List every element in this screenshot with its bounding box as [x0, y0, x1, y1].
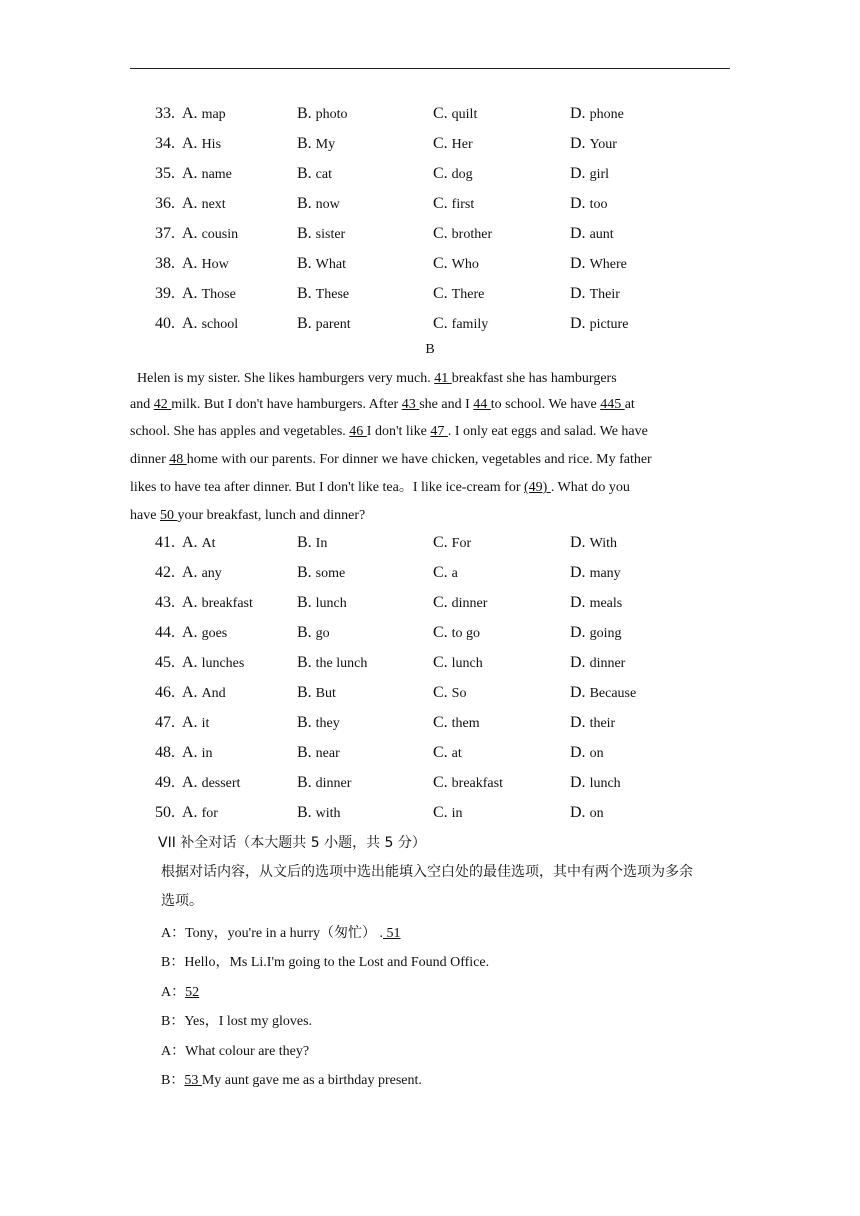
option-letter: B.: [297, 105, 312, 122]
option-text: near: [315, 746, 340, 761]
option-c: [433, 712, 480, 735]
option-letter: D.: [570, 225, 586, 242]
option-b: [297, 712, 340, 735]
option-b: [297, 223, 345, 246]
option-text: some: [315, 566, 346, 581]
option-c: [433, 622, 480, 645]
option-d: [570, 193, 607, 216]
option-text: for: [201, 806, 218, 821]
option-a: [182, 103, 226, 126]
option-text: at: [451, 746, 462, 761]
section7-instruction: 根据对话内容，从文后的选项中选出能填入空白处的最佳选项，其中有两个选项为多余: [161, 864, 693, 880]
option-text: the lunch: [315, 656, 368, 671]
option-text: on: [589, 806, 604, 821]
option-letter: B.: [297, 534, 312, 551]
option-letter: C.: [433, 315, 448, 332]
option-text: My: [315, 137, 336, 152]
option-text: in: [201, 746, 213, 761]
option-letter: B.: [297, 774, 312, 791]
option-letter: B.: [297, 195, 312, 212]
option-a: [182, 253, 229, 276]
option-letter: D.: [570, 684, 586, 701]
option-d: [570, 772, 621, 795]
option-text: quilt: [451, 107, 478, 122]
option-text: For: [451, 536, 472, 551]
option-letter: D.: [570, 285, 586, 302]
option-text: Their: [589, 287, 620, 302]
option-b: [297, 163, 332, 186]
option-letter: C.: [433, 165, 448, 182]
passage-line: school. She has apples and vegetables. 46 I don't like 47 . I only eat eggs and salad. We have: [130, 424, 648, 439]
question-number: 50.: [155, 804, 175, 821]
option-b: [297, 772, 351, 795]
option-text: aunt: [589, 227, 614, 242]
option-text: first: [451, 197, 475, 212]
option-text: breakfast: [451, 776, 503, 791]
option-text: next: [201, 197, 226, 212]
option-letter: D.: [570, 654, 586, 671]
section7-heading: VII 补全对话（本大题共 5 小题，共 5 分）: [158, 835, 426, 851]
option-text: dinner: [451, 596, 488, 611]
option-text: they: [315, 716, 340, 731]
blank-44: 44: [473, 397, 491, 412]
option-c: [433, 742, 462, 765]
option-a: [182, 592, 253, 615]
option-text: Those: [201, 287, 236, 302]
option-letter: C.: [433, 135, 448, 152]
option-letter: B.: [297, 315, 312, 332]
option-a: [182, 193, 226, 216]
option-text: But: [315, 686, 336, 701]
option-letter: D.: [570, 774, 586, 791]
option-text: breakfast: [201, 596, 253, 611]
question-number: 34.: [155, 135, 175, 152]
blank-53: 53: [184, 1073, 202, 1088]
option-c: [433, 682, 466, 705]
option-letter: D.: [570, 564, 586, 581]
option-letter: A.: [182, 774, 198, 791]
option-d: [570, 592, 622, 615]
option-letter: A.: [182, 105, 198, 122]
option-text: them: [451, 716, 480, 731]
option-b: [297, 652, 367, 675]
option-letter: D.: [570, 534, 586, 551]
option-text: And: [201, 686, 226, 701]
option-text: in: [451, 806, 463, 821]
blank-49: (49): [523, 480, 551, 495]
option-text: Where: [589, 257, 627, 272]
option-letter: D.: [570, 105, 586, 122]
option-letter: D.: [570, 315, 586, 332]
option-letter: C.: [433, 255, 448, 272]
option-text: going: [589, 626, 622, 641]
blank-46: 46: [349, 424, 367, 439]
option-text: picture: [589, 317, 629, 332]
option-b: [297, 592, 347, 615]
option-b: [297, 742, 340, 765]
option-d: [570, 103, 624, 126]
option-c: [433, 562, 458, 585]
option-letter: C.: [433, 624, 448, 641]
option-b: [297, 802, 341, 825]
option-letter: C.: [433, 594, 448, 611]
question-number: 35.: [155, 165, 175, 182]
option-letter: D.: [570, 255, 586, 272]
option-text: At: [201, 536, 216, 551]
question-number: 38.: [155, 255, 175, 272]
option-c: [433, 532, 471, 555]
option-text: What: [315, 257, 346, 272]
question-number: 47.: [155, 714, 175, 731]
option-a: [182, 802, 218, 825]
option-letter: C.: [433, 804, 448, 821]
option-c: [433, 652, 483, 675]
dialogue-line: B：Hello，Ms Li.I'm going to the Lost and Found Office.: [161, 955, 490, 970]
option-b: [297, 193, 340, 216]
option-text: any: [201, 566, 222, 581]
option-a: [182, 283, 236, 306]
passage-line: likes to have tea after dinner. But I don't like tea。I like ice-cream for (49) . What do you: [130, 480, 630, 495]
option-text: sister: [315, 227, 346, 242]
option-text: school: [201, 317, 239, 332]
option-text: dinner: [589, 656, 626, 671]
blank-45: 445: [600, 397, 625, 412]
option-text: go: [315, 626, 330, 641]
option-d: [570, 223, 614, 246]
option-a: [182, 652, 244, 675]
option-text: His: [201, 137, 222, 152]
option-letter: B.: [297, 564, 312, 581]
option-c: [433, 223, 492, 246]
dialogue-line: A：What colour are they?: [161, 1044, 310, 1059]
dialogue-line: A：Tony，you're in a hurry（匆忙） . 51: [161, 926, 401, 941]
question-number: 33.: [155, 105, 175, 122]
option-text: dinner: [315, 776, 352, 791]
option-a: [182, 133, 221, 156]
passage-line: Helen is my sister. She likes hamburgers very much. 41 breakfast she has hamburgers: [137, 371, 617, 386]
option-letter: D.: [570, 804, 586, 821]
option-letter: A.: [182, 315, 198, 332]
option-c: [433, 193, 474, 216]
option-letter: C.: [433, 285, 448, 302]
passage-line: and 42 milk. But I don't have hamburgers. After 43 she and I 44 to school. We have 445 at: [130, 397, 635, 412]
option-text: lunches: [201, 656, 245, 671]
option-d: [570, 802, 604, 825]
option-text: lunch: [589, 776, 621, 791]
passage-line: dinner 48 home with our parents. For dinner we have chicken, vegetables and rice. My father: [130, 452, 652, 467]
question-number: 36.: [155, 195, 175, 212]
option-c: [433, 313, 488, 336]
option-a: [182, 682, 226, 705]
option-letter: A.: [182, 744, 198, 761]
option-d: [570, 562, 621, 585]
option-letter: A.: [182, 135, 198, 152]
option-text: dog: [451, 167, 473, 182]
option-b: [297, 253, 346, 276]
option-text: With: [589, 536, 617, 551]
option-text: too: [589, 197, 608, 212]
option-text: There: [451, 287, 485, 302]
option-text: So: [451, 686, 467, 701]
option-text: with: [315, 806, 341, 821]
option-b: [297, 682, 336, 705]
question-number: 37.: [155, 225, 175, 242]
option-b: [297, 103, 348, 126]
option-letter: D.: [570, 135, 586, 152]
option-d: [570, 682, 636, 705]
blank-47: 47: [430, 424, 448, 439]
blank-50: 50: [159, 508, 178, 523]
question-number: 45.: [155, 654, 175, 671]
option-letter: C.: [433, 105, 448, 122]
option-b: [297, 313, 351, 336]
option-letter: D.: [570, 744, 586, 761]
option-d: [570, 622, 621, 645]
option-text: family: [451, 317, 489, 332]
option-text: lunch: [451, 656, 483, 671]
option-a: [182, 622, 227, 645]
question-number: 49.: [155, 774, 175, 791]
option-letter: C.: [433, 534, 448, 551]
option-letter: C.: [433, 774, 448, 791]
option-b: [297, 532, 327, 555]
option-c: [433, 253, 479, 276]
option-d: [570, 283, 620, 306]
option-text: How: [201, 257, 229, 272]
option-letter: A.: [182, 684, 198, 701]
question-number: 41.: [155, 534, 175, 551]
option-text: photo: [315, 107, 348, 122]
option-a: [182, 712, 209, 735]
question-number: 46.: [155, 684, 175, 701]
option-c: [433, 592, 487, 615]
option-letter: B.: [297, 165, 312, 182]
option-letter: A.: [182, 195, 198, 212]
option-letter: B.: [297, 594, 312, 611]
option-letter: C.: [433, 564, 448, 581]
option-letter: D.: [570, 624, 586, 641]
option-letter: B.: [297, 804, 312, 821]
option-text: lunch: [315, 596, 347, 611]
option-d: [570, 652, 625, 675]
option-text: it: [201, 716, 210, 731]
option-letter: B.: [297, 624, 312, 641]
option-letter: A.: [182, 714, 198, 731]
option-letter: B.: [297, 654, 312, 671]
option-b: [297, 133, 335, 156]
option-letter: A.: [182, 165, 198, 182]
option-b: [297, 562, 345, 585]
question-number: 42.: [155, 564, 175, 581]
option-letter: A.: [182, 654, 198, 671]
option-letter: B.: [297, 225, 312, 242]
option-c: [433, 133, 473, 156]
option-letter: B.: [297, 255, 312, 272]
header-rule: [130, 68, 730, 69]
option-text: many: [589, 566, 621, 581]
option-letter: C.: [433, 195, 448, 212]
option-letter: B.: [297, 135, 312, 152]
option-text: Her: [451, 137, 473, 152]
option-b: [297, 622, 330, 645]
option-letter: A.: [182, 255, 198, 272]
option-text: parent: [315, 317, 351, 332]
option-letter: D.: [570, 195, 586, 212]
question-number: 43.: [155, 594, 175, 611]
option-text: cat: [315, 167, 332, 182]
option-a: [182, 223, 238, 246]
option-a: [182, 742, 212, 765]
option-letter: C.: [433, 654, 448, 671]
blank-52: 52: [185, 985, 200, 1000]
question-number: 39.: [155, 285, 175, 302]
blank-51: 51: [383, 926, 401, 941]
option-letter: A.: [182, 285, 198, 302]
option-d: [570, 163, 609, 186]
section7-instruction-cont: 选项。: [161, 893, 203, 909]
option-letter: B.: [297, 744, 312, 761]
option-text: meals: [589, 596, 623, 611]
option-letter: C.: [433, 714, 448, 731]
option-c: [433, 772, 503, 795]
option-letter: B.: [297, 684, 312, 701]
option-text: their: [589, 716, 616, 731]
option-letter: D.: [570, 165, 586, 182]
option-text: Because: [589, 686, 637, 701]
option-letter: A.: [182, 534, 198, 551]
option-letter: A.: [182, 804, 198, 821]
option-b: [297, 283, 349, 306]
option-text: girl: [589, 167, 610, 182]
option-a: [182, 313, 238, 336]
option-letter: D.: [570, 594, 586, 611]
option-text: These: [315, 287, 350, 302]
option-d: [570, 712, 615, 735]
option-letter: C.: [433, 684, 448, 701]
option-letter: D.: [570, 714, 586, 731]
option-d: [570, 742, 604, 765]
option-c: [433, 163, 473, 186]
option-a: [182, 163, 232, 186]
option-text: brother: [451, 227, 493, 242]
option-text: now: [315, 197, 340, 212]
option-d: [570, 532, 617, 555]
blank-48: 48: [169, 452, 187, 467]
option-c: [433, 283, 484, 306]
option-text: cousin: [201, 227, 239, 242]
option-letter: C.: [433, 225, 448, 242]
option-letter: A.: [182, 624, 198, 641]
option-d: [570, 133, 617, 156]
option-letter: A.: [182, 594, 198, 611]
option-c: [433, 802, 463, 825]
option-text: In: [315, 536, 328, 551]
option-a: [182, 772, 240, 795]
blank-41: 41: [434, 371, 452, 386]
dialogue-line: B：Yes，I lost my gloves.: [161, 1014, 313, 1029]
option-text: Your: [589, 137, 617, 152]
section-b-heading: B: [425, 342, 435, 357]
blank-42: 42: [153, 397, 172, 412]
dialogue-line: A：52: [161, 985, 200, 1000]
option-text: to go: [451, 626, 481, 641]
option-text: goes: [201, 626, 228, 641]
option-c: [433, 103, 477, 126]
option-d: [570, 313, 628, 336]
option-text: phone: [589, 107, 624, 122]
option-text: map: [201, 107, 226, 122]
option-a: [182, 532, 216, 555]
dialogue-line: B：53 My aunt gave me as a birthday present.: [161, 1073, 422, 1088]
option-text: Who: [451, 257, 479, 272]
option-letter: C.: [433, 744, 448, 761]
passage-line: have 50 your breakfast, lunch and dinner?: [130, 508, 366, 523]
option-letter: A.: [182, 564, 198, 581]
option-text: on: [589, 746, 604, 761]
option-text: name: [201, 167, 232, 182]
option-d: [570, 253, 627, 276]
blank-43: 43: [401, 397, 420, 412]
option-letter: B.: [297, 714, 312, 731]
question-number: 40.: [155, 315, 175, 332]
option-a: [182, 562, 222, 585]
question-number: 48.: [155, 744, 175, 761]
option-letter: B.: [297, 285, 312, 302]
option-text: dessert: [201, 776, 241, 791]
question-number: 44.: [155, 624, 175, 641]
option-letter: A.: [182, 225, 198, 242]
option-text: a: [451, 566, 458, 581]
